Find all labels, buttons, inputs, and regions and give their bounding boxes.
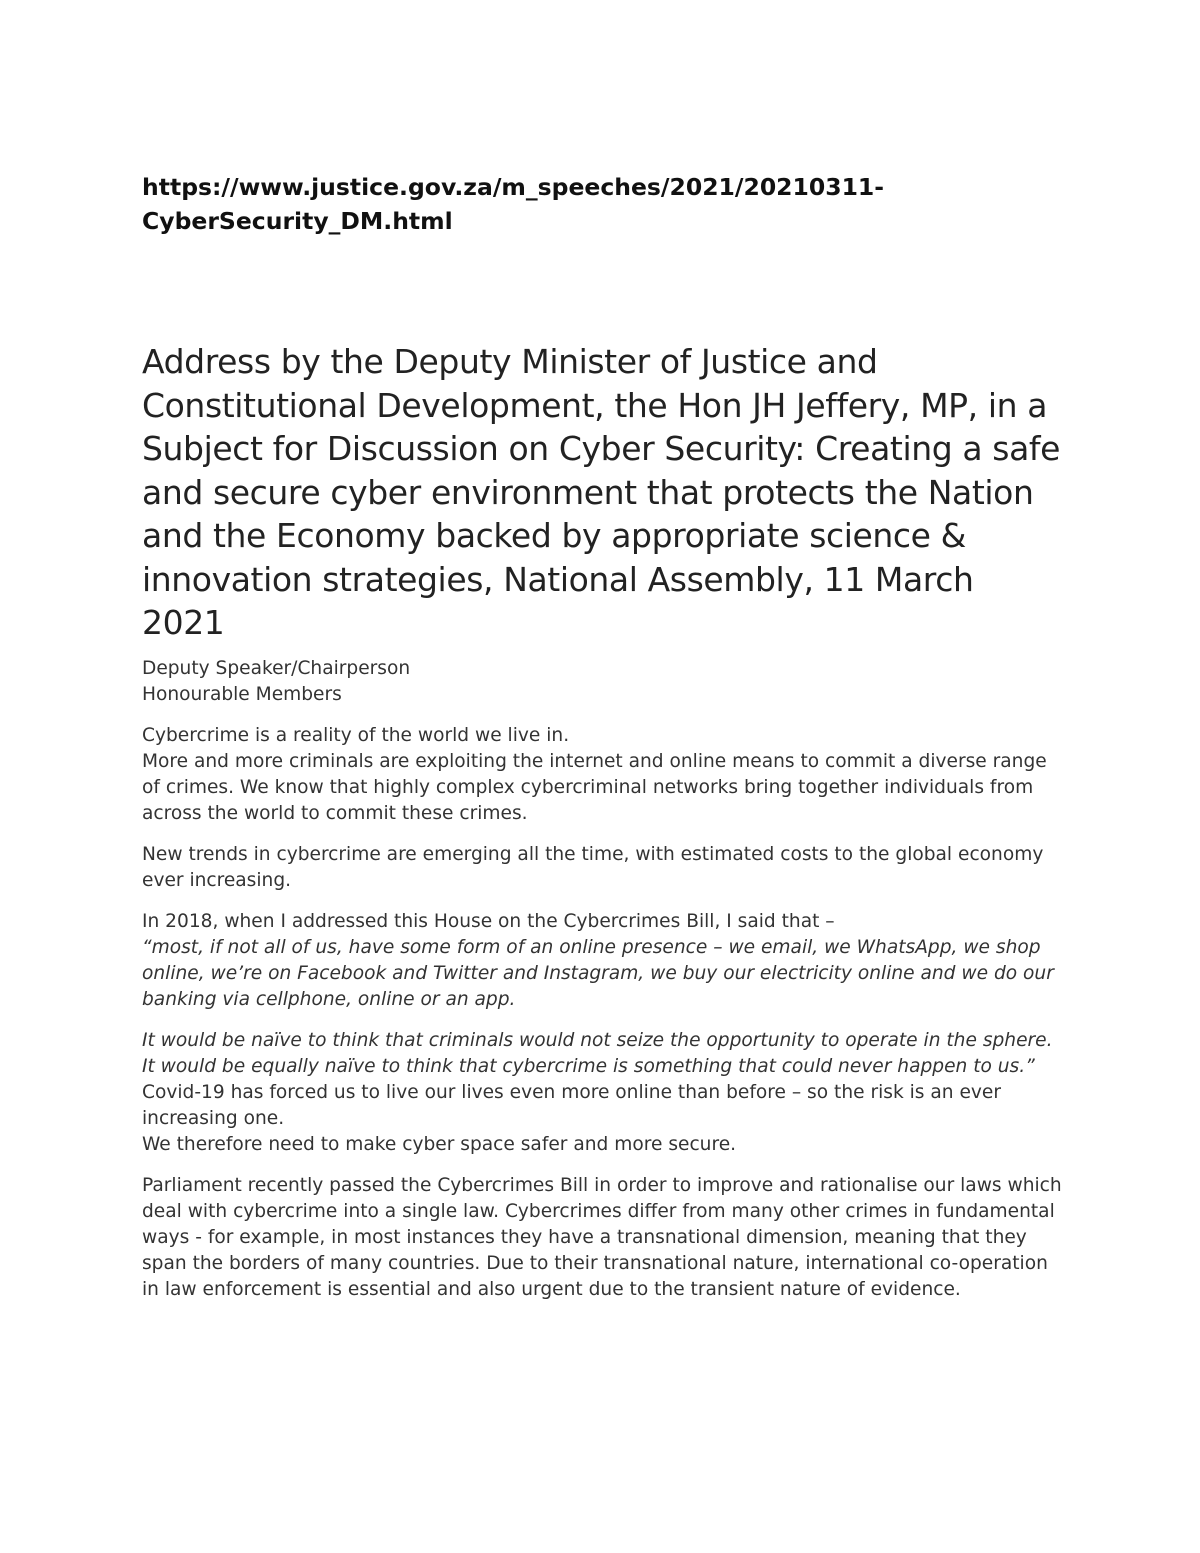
source-url: [142, 170, 1042, 238]
paragraph-criminals-exploiting: More and more criminals are exploiting the internet and online means to commit a diverse range of crimes. We know that highly complex cybercriminal networks bring together individuals from across the world to commit these crimes.: [142, 751, 1047, 824]
paragraph-2018-address: [142, 909, 1062, 1013]
paragraph-2018-intro: In 2018, when I addressed this House on the Cybercrimes Bill, I said that –: [142, 911, 835, 932]
quote-naive: It would be naïve to think that criminals would not seize the opportunity to operate in the sphere. It would be equally naïve to think that cybercrime is something that could never happen to us.”: [142, 1030, 1053, 1077]
salutation: [142, 656, 1062, 708]
speech-title: Address by the Deputy Minister of Justice and Constitutional Development, the Hon JH Jeffery, MP, in a Subject for Discussion on Cyber Security: Creating a safe and secure cyber environment that protects the Nation and the Economy backed by appropriate science & innovation strategies, National Assembly, 11 March 2021: [142, 342, 1061, 642]
source-url-line-1: https://www.justice.gov.za/m_speeches/2021/20210311-: [142, 173, 885, 201]
salutation-line-1: Deputy Speaker/Chairperson: [142, 658, 411, 679]
speech-body: [142, 656, 1062, 1318]
paragraph-cybercrime-reality: [142, 723, 1062, 827]
paragraph-covid: Covid-19 has forced us to live our lives even more online than before – so the risk is an ever increasing one.: [142, 1082, 1002, 1129]
source-url-line-2: CyberSecurity_DM.html: [142, 207, 453, 235]
paragraph-cybercrime-reality-line: Cybercrime is a reality of the world we live in.: [142, 725, 570, 746]
paragraph-safer: We therefore need to make cyber space safer and more secure.: [142, 1134, 737, 1155]
quote-online-presence: “most, if not all of us, have some form of an online presence – we email, we WhatsApp, we shop online, we’re on Facebook and Twitter and Instagram, we buy our electricity online and we do our banking via cellphone, online or an app.: [142, 937, 1054, 1010]
salutation-line-2: Honourable Members: [142, 684, 342, 705]
paragraph-new-trends: New trends in cybercrime are emerging all the time, with estimated costs to the global economy ever increasing.: [142, 844, 1044, 891]
paragraph-naive: [142, 1028, 1062, 1080]
paragraph-parliament: Parliament recently passed the Cybercrimes Bill in order to improve and rationalise our laws which deal with cybercrime into a single law. Cybercrimes differ from many other crimes in fundamental ways - for example, in most instances they have a transnational dimension, meaning that they span the borders of many countries. Due to their transnational nature, international co-operation in law enforcement is essential and also urgent due to the transient nature of evidence.: [142, 1175, 1062, 1300]
